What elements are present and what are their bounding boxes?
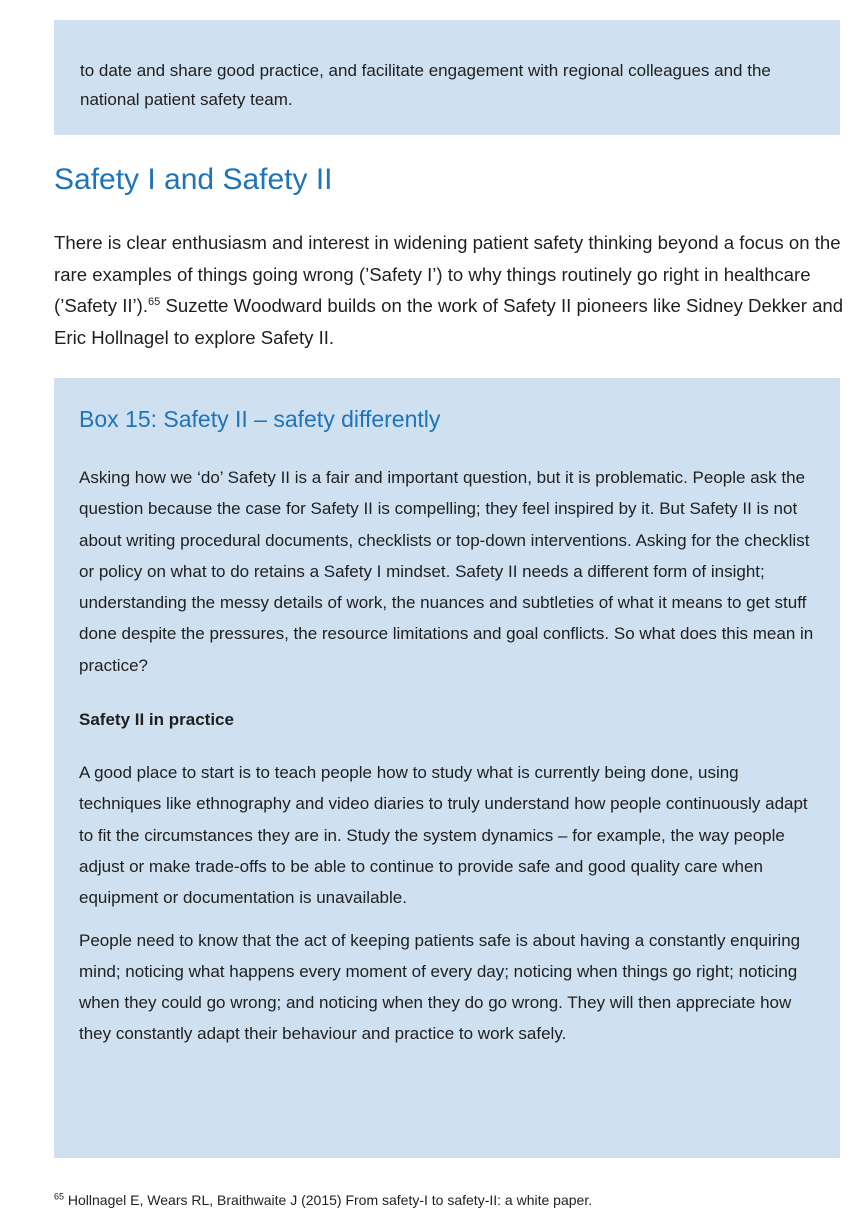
box-title: Box 15: Safety II – safety differently xyxy=(79,406,441,432)
footnote-reference[interactable]: 65 xyxy=(148,295,161,308)
box-paragraph-3: People need to know that the act of keeping patients safe is about having a constantly enquiring mind; noticing what happens every moment of every day; noticing when things go right; noticing when they could go wrong; and noticing when they do go wrong. They will then appreciate how they constantly adapt their behaviour and practice to work safely. xyxy=(79,930,801,1044)
continued-callout-box xyxy=(54,20,840,135)
box-paragraph-1: Asking how we ‘do’ Safety II is a fair and important question, but it is problematic. People ask the question because the case for Safety II is compelling; they feel inspired by it. But Safety II is not about writing procedural documents, checklists or top-down interventions. Asking for the checklist or policy on what to do retains a Safety I mindset. Safety II needs a different form of insight; understanding the messy details of work, the nuances and subtleties of what it means to get stuff done despite the pressures, the resource limitations and goal conflicts. So what does this mean in practice? xyxy=(79,468,814,675)
footnote xyxy=(54,1190,592,1210)
intro-text-continued: Suzette Woodward builds on the work of Safety II pioneers like Sidney Dekker and Eric Hollnagel to explore Safety II. xyxy=(54,295,844,348)
intro-text: There is clear enthusiasm and interest in widening patient safety thinking beyond a focus on the rare examples of things going wrong (’Safety I’) to why things routinely go right in healthcare (’Safety II’). xyxy=(54,232,841,316)
footnote-text: Hollnagel E, Wears RL, Braithwaite J (2015) From safety-I to safety-II: a white paper. xyxy=(64,1192,593,1208)
footnote-number: 65 xyxy=(54,1191,65,1202)
box-15 xyxy=(54,378,840,1158)
section-title: Safety I and Safety II xyxy=(54,163,333,196)
intro-paragraph xyxy=(54,227,864,353)
box-subheading: Safety II in practice xyxy=(79,710,234,730)
box-paragraph-2: A good place to start is to teach people how to study what is currently being done, using techniques like ethnography and video diaries to truly understand how people continuously adapt to fit the circumstances they are in. Study the system dynamics – for example, the way people adjust or make trade-offs to be able to continue to provide safe and good quality care when equipment or documentation is unavailable. xyxy=(79,763,808,908)
callout-text: to date and share good practice, and facilitate engagement with regional colleagues and the national patient safety team. xyxy=(80,61,771,109)
